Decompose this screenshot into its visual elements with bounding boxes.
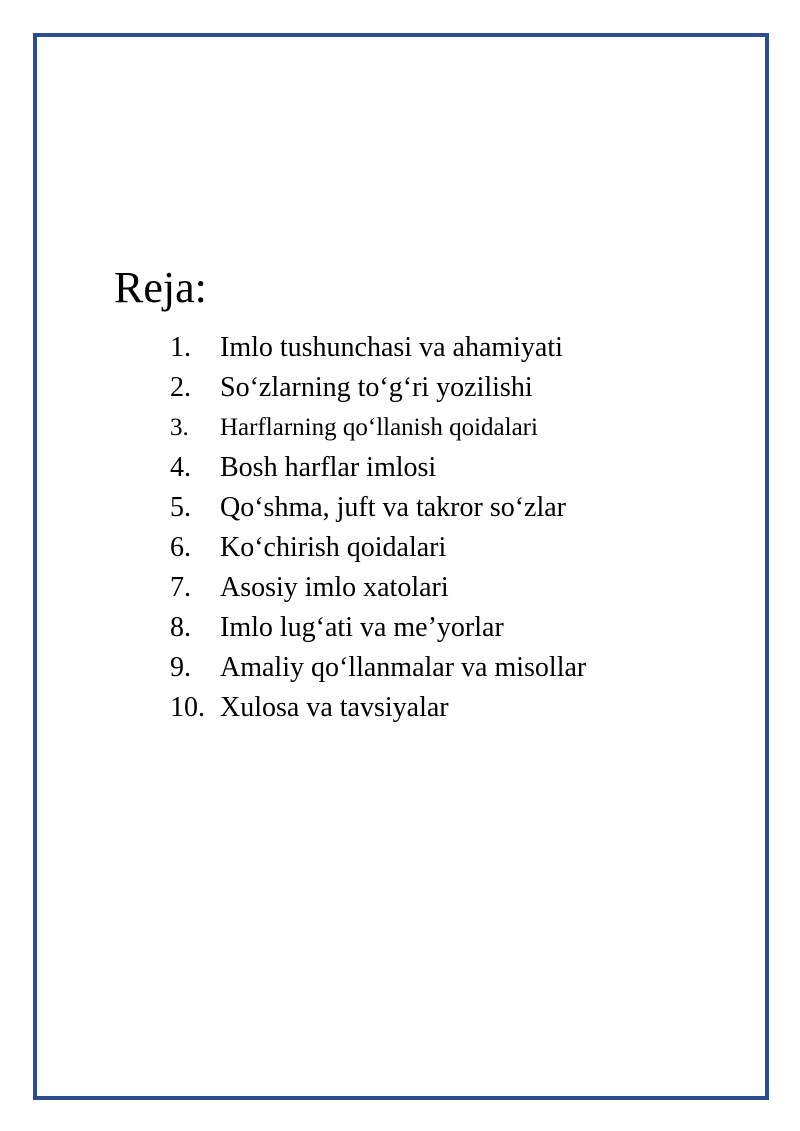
list-item-number: 3.	[170, 414, 189, 441]
list-item-number: 9.	[170, 652, 191, 683]
page-heading: Reja:	[114, 263, 207, 312]
list-item-number: 5.	[170, 492, 191, 523]
list-item-text: So‘zlarning to‘g‘ri yozilishi	[220, 372, 533, 403]
list-item	[170, 328, 586, 368]
list-item	[170, 368, 586, 408]
list-item-number: 2.	[170, 372, 191, 403]
list-item-text: Qo‘shma, juft va takror so‘zlar	[220, 492, 566, 523]
list-item	[170, 448, 586, 488]
list-item	[170, 408, 586, 448]
list-item-text: Ko‘chirish qoidalari	[220, 532, 447, 563]
list-item-number: 8.	[170, 612, 191, 643]
list-item	[170, 568, 586, 608]
list-item-number: 10.	[170, 692, 205, 723]
list-item-text: Asosiy imlo xatolari	[220, 572, 449, 603]
list-item-number: 6.	[170, 532, 191, 563]
list-item-number: 1.	[170, 332, 191, 363]
list-item	[170, 648, 586, 688]
plan-list	[170, 328, 586, 728]
list-item-number: 4.	[170, 452, 191, 483]
list-item-text: Imlo lug‘ati va me’yorlar	[220, 612, 504, 643]
list-item	[170, 528, 586, 568]
list-item-number: 7.	[170, 572, 191, 603]
list-item-text: Amaliy qo‘llanmalar va misollar	[220, 652, 587, 683]
list-item-text: Imlo tushunchasi va ahamiyati	[220, 332, 563, 363]
list-item-text: Xulosa va tavsiyalar	[220, 692, 449, 723]
list-item	[170, 608, 586, 648]
list-item-text: Bosh harflar imlosi	[220, 452, 437, 483]
list-item	[170, 488, 586, 528]
list-item	[170, 688, 586, 728]
list-item-text: Harflarning qo‘llanish qoidalari	[220, 414, 538, 441]
